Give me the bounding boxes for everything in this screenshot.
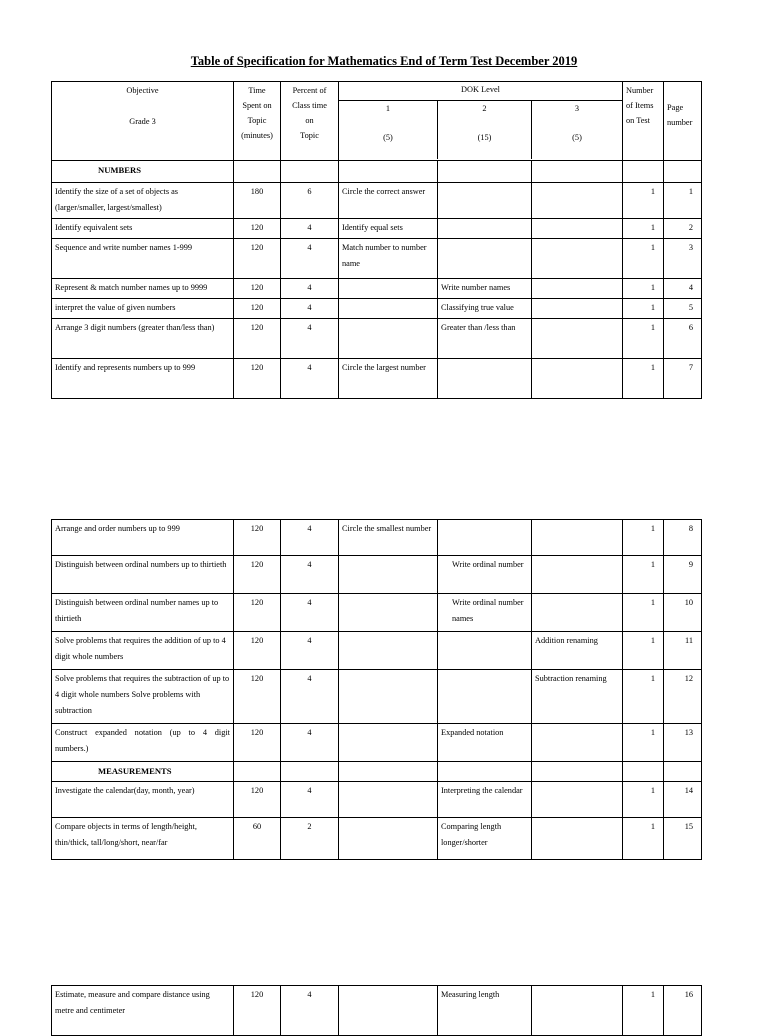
empty-cell	[532, 161, 623, 183]
cell-page: 6	[664, 319, 702, 359]
cell-objective: Solve problems that requires the subtraction of up to 4 digit whole numbers Solve problems with subtraction	[52, 670, 234, 724]
cell-dok1	[339, 818, 438, 860]
cell-percent: 4	[281, 594, 339, 632]
cell-time: 120	[234, 279, 281, 299]
dok-weight-1: (5)	[383, 133, 393, 142]
cell-page: 7	[664, 359, 702, 399]
cell-dok1: Circle the smallest number	[339, 520, 438, 556]
cell-objective: Distinguish between ordinal numbers up to thirtieth	[52, 556, 234, 594]
cell-dok1	[339, 986, 438, 1036]
cell-dok3: Subtraction renaming	[532, 670, 623, 724]
cell-dok3	[532, 239, 623, 279]
table-row	[52, 239, 702, 279]
table-row	[52, 279, 702, 299]
cell-dok3	[532, 724, 623, 762]
table-row	[52, 183, 702, 219]
cell-objective: Construct expanded notation (up to 4 digit numbers.)	[52, 724, 234, 762]
cell-dok2: Interpreting the calendar	[438, 782, 532, 818]
section-measurements: MEASUREMENTS	[52, 762, 234, 782]
page-number-header: Page number	[664, 82, 702, 161]
percent-header: Percent of Class time on Topic	[281, 82, 339, 161]
cell-dok2: Comparing length longer/shorter	[438, 818, 532, 860]
cell-percent: 4	[281, 782, 339, 818]
empty-cell	[623, 762, 664, 782]
cell-items: 1	[623, 986, 664, 1036]
items-header: Number of Items on Test	[623, 82, 664, 161]
dok-col-1: 1	[385, 104, 391, 113]
cell-percent: 4	[281, 219, 339, 239]
cell-page: 13	[664, 724, 702, 762]
dok-weight-3: (5)	[572, 133, 582, 142]
cell-dok3	[532, 520, 623, 556]
cell-items: 1	[623, 319, 664, 359]
cell-time: 180	[234, 183, 281, 219]
cell-page: 12	[664, 670, 702, 724]
cell-dok2: Classifying true value	[438, 299, 532, 319]
cell-dok3	[532, 299, 623, 319]
cell-dok1	[339, 632, 438, 670]
dok-weight-2: (15)	[477, 133, 492, 142]
cell-percent: 6	[281, 183, 339, 219]
cell-dok2: Write number names	[438, 279, 532, 299]
empty-cell	[234, 762, 281, 782]
cell-objective: interpret the value of given numbers	[52, 299, 234, 319]
cell-page: 9	[664, 556, 702, 594]
cell-dok2: Greater than /less than	[438, 319, 532, 359]
table-row	[52, 219, 702, 239]
cell-dok2	[438, 520, 532, 556]
empty-cell	[438, 161, 532, 183]
cell-dok3	[532, 818, 623, 860]
cell-time: 120	[234, 359, 281, 399]
cell-time: 120	[234, 670, 281, 724]
cell-time: 120	[234, 219, 281, 239]
cell-objective: Identify the size of a set of objects as (larger/smaller, largest/smallest)	[52, 183, 234, 219]
cell-percent: 4	[281, 279, 339, 299]
cell-items: 1	[623, 183, 664, 219]
cell-time: 120	[234, 632, 281, 670]
dok-col-3: 3	[574, 104, 580, 113]
empty-cell	[664, 161, 702, 183]
cell-items: 1	[623, 299, 664, 319]
table-row	[52, 520, 702, 556]
dok-col-2: 2	[482, 104, 487, 113]
cell-time: 120	[234, 319, 281, 359]
table-row	[52, 782, 702, 818]
cell-percent: 4	[281, 724, 339, 762]
spec-table-part-2	[51, 519, 702, 860]
empty-cell	[532, 762, 623, 782]
table-row	[52, 986, 702, 1036]
cell-dok1: Circle the correct answer	[339, 183, 438, 219]
empty-cell	[339, 161, 438, 183]
cell-items: 1	[623, 556, 664, 594]
time-spent-header: Time Spent on Topic (minutes)	[234, 82, 281, 161]
cell-percent: 2	[281, 818, 339, 860]
cell-dok3	[532, 183, 623, 219]
cell-page: 8	[664, 520, 702, 556]
cell-items: 1	[623, 520, 664, 556]
cell-objective: Identify and represents numbers up to 999	[52, 359, 234, 399]
cell-items: 1	[623, 219, 664, 239]
table-row	[52, 818, 702, 860]
cell-percent: 4	[281, 670, 339, 724]
cell-dok3	[532, 556, 623, 594]
empty-cell	[438, 762, 532, 782]
cell-objective: Compare objects in terms of length/height, thin/thick, tall/long/short, near/far	[52, 818, 234, 860]
cell-objective: Arrange and order numbers up to 999	[52, 520, 234, 556]
cell-page: 10	[664, 594, 702, 632]
cell-items: 1	[623, 632, 664, 670]
cell-items: 1	[623, 359, 664, 399]
cell-page: 3	[664, 239, 702, 279]
cell-time: 120	[234, 520, 281, 556]
cell-dok3	[532, 279, 623, 299]
empty-cell	[281, 762, 339, 782]
cell-page: 5	[664, 299, 702, 319]
empty-cell	[664, 762, 702, 782]
cell-dok1: Match number to number name	[339, 239, 438, 279]
cell-page: 1	[664, 183, 702, 219]
cell-items: 1	[623, 670, 664, 724]
cell-percent: 4	[281, 520, 339, 556]
table-row	[52, 670, 702, 724]
cell-objective: Represent & match number names up to 9999	[52, 279, 234, 299]
cell-objective: Investigate the calendar(day, month, year)	[52, 782, 234, 818]
cell-dok2: Measuring length	[438, 986, 532, 1036]
cell-dok1	[339, 594, 438, 632]
cell-dok3	[532, 782, 623, 818]
cell-dok2	[438, 239, 532, 279]
cell-time: 120	[234, 239, 281, 279]
table-row	[52, 556, 702, 594]
empty-cell	[281, 161, 339, 183]
cell-objective: Identify equivalent sets	[52, 219, 234, 239]
cell-items: 1	[623, 594, 664, 632]
cell-dok2	[438, 183, 532, 219]
cell-dok3: Addition renaming	[532, 632, 623, 670]
cell-time: 120	[234, 299, 281, 319]
dok-level-header: DOK Level 1 (5) 2 (15) 3 (5)	[339, 82, 623, 161]
cell-percent: 4	[281, 359, 339, 399]
cell-dok1: Circle the largest number	[339, 359, 438, 399]
cell-time: 60	[234, 818, 281, 860]
cell-items: 1	[623, 239, 664, 279]
cell-dok1: Identify equal sets	[339, 219, 438, 239]
objective-header: Objective Grade 3	[52, 82, 234, 161]
table-row	[52, 359, 702, 399]
cell-percent: 4	[281, 556, 339, 594]
cell-page: 2	[664, 219, 702, 239]
table-row	[52, 299, 702, 319]
cell-items: 1	[623, 279, 664, 299]
cell-page: 4	[664, 279, 702, 299]
cell-dok3	[532, 594, 623, 632]
cell-dok1	[339, 279, 438, 299]
cell-items: 1	[623, 782, 664, 818]
spec-table-part-3	[51, 985, 702, 1036]
cell-dok2	[438, 632, 532, 670]
cell-percent: 4	[281, 239, 339, 279]
cell-dok2	[438, 219, 532, 239]
cell-percent: 4	[281, 632, 339, 670]
cell-dok1	[339, 319, 438, 359]
cell-page: 14	[664, 782, 702, 818]
section-numbers: NUMBERS	[52, 161, 234, 183]
cell-dok2: Write ordinal number	[438, 556, 532, 594]
table-row	[52, 632, 702, 670]
cell-objective: Distinguish between ordinal number names up to thirtieth	[52, 594, 234, 632]
cell-dok1	[339, 299, 438, 319]
cell-percent: 4	[281, 319, 339, 359]
cell-dok3	[532, 219, 623, 239]
cell-time: 120	[234, 986, 281, 1036]
cell-dok1	[339, 782, 438, 818]
cell-dok1	[339, 724, 438, 762]
empty-cell	[339, 762, 438, 782]
cell-objective: Sequence and write number names 1-999	[52, 239, 234, 279]
cell-page: 11	[664, 632, 702, 670]
cell-dok1	[339, 670, 438, 724]
cell-time: 120	[234, 782, 281, 818]
table-row	[52, 594, 702, 632]
cell-objective: Solve problems that requires the addition of up to 4 digit whole numbers	[52, 632, 234, 670]
cell-dok3	[532, 319, 623, 359]
cell-items: 1	[623, 818, 664, 860]
cell-time: 120	[234, 594, 281, 632]
document-title: Table of Specification for Mathematics End of Term Test December 2019	[190, 54, 578, 68]
cell-dok3	[532, 986, 623, 1036]
empty-cell	[234, 161, 281, 183]
cell-dok2	[438, 670, 532, 724]
cell-percent: 4	[281, 299, 339, 319]
cell-dok3	[532, 359, 623, 399]
cell-dok1	[339, 556, 438, 594]
cell-objective: Arrange 3 digit numbers (greater than/less than)	[52, 319, 234, 359]
cell-objective: Estimate, measure and compare distance using metre and centimeter	[52, 986, 234, 1036]
cell-page: 15	[664, 818, 702, 860]
table-row	[52, 319, 702, 359]
cell-items: 1	[623, 724, 664, 762]
empty-cell	[623, 161, 664, 183]
spec-table-part-1	[51, 81, 702, 399]
cell-dok2	[438, 359, 532, 399]
cell-percent: 4	[281, 986, 339, 1036]
table-row	[52, 724, 702, 762]
cell-time: 120	[234, 724, 281, 762]
cell-dok2: Expanded notation	[438, 724, 532, 762]
cell-dok2: Write ordinal number names	[438, 594, 532, 632]
cell-page: 16	[664, 986, 702, 1036]
cell-time: 120	[234, 556, 281, 594]
